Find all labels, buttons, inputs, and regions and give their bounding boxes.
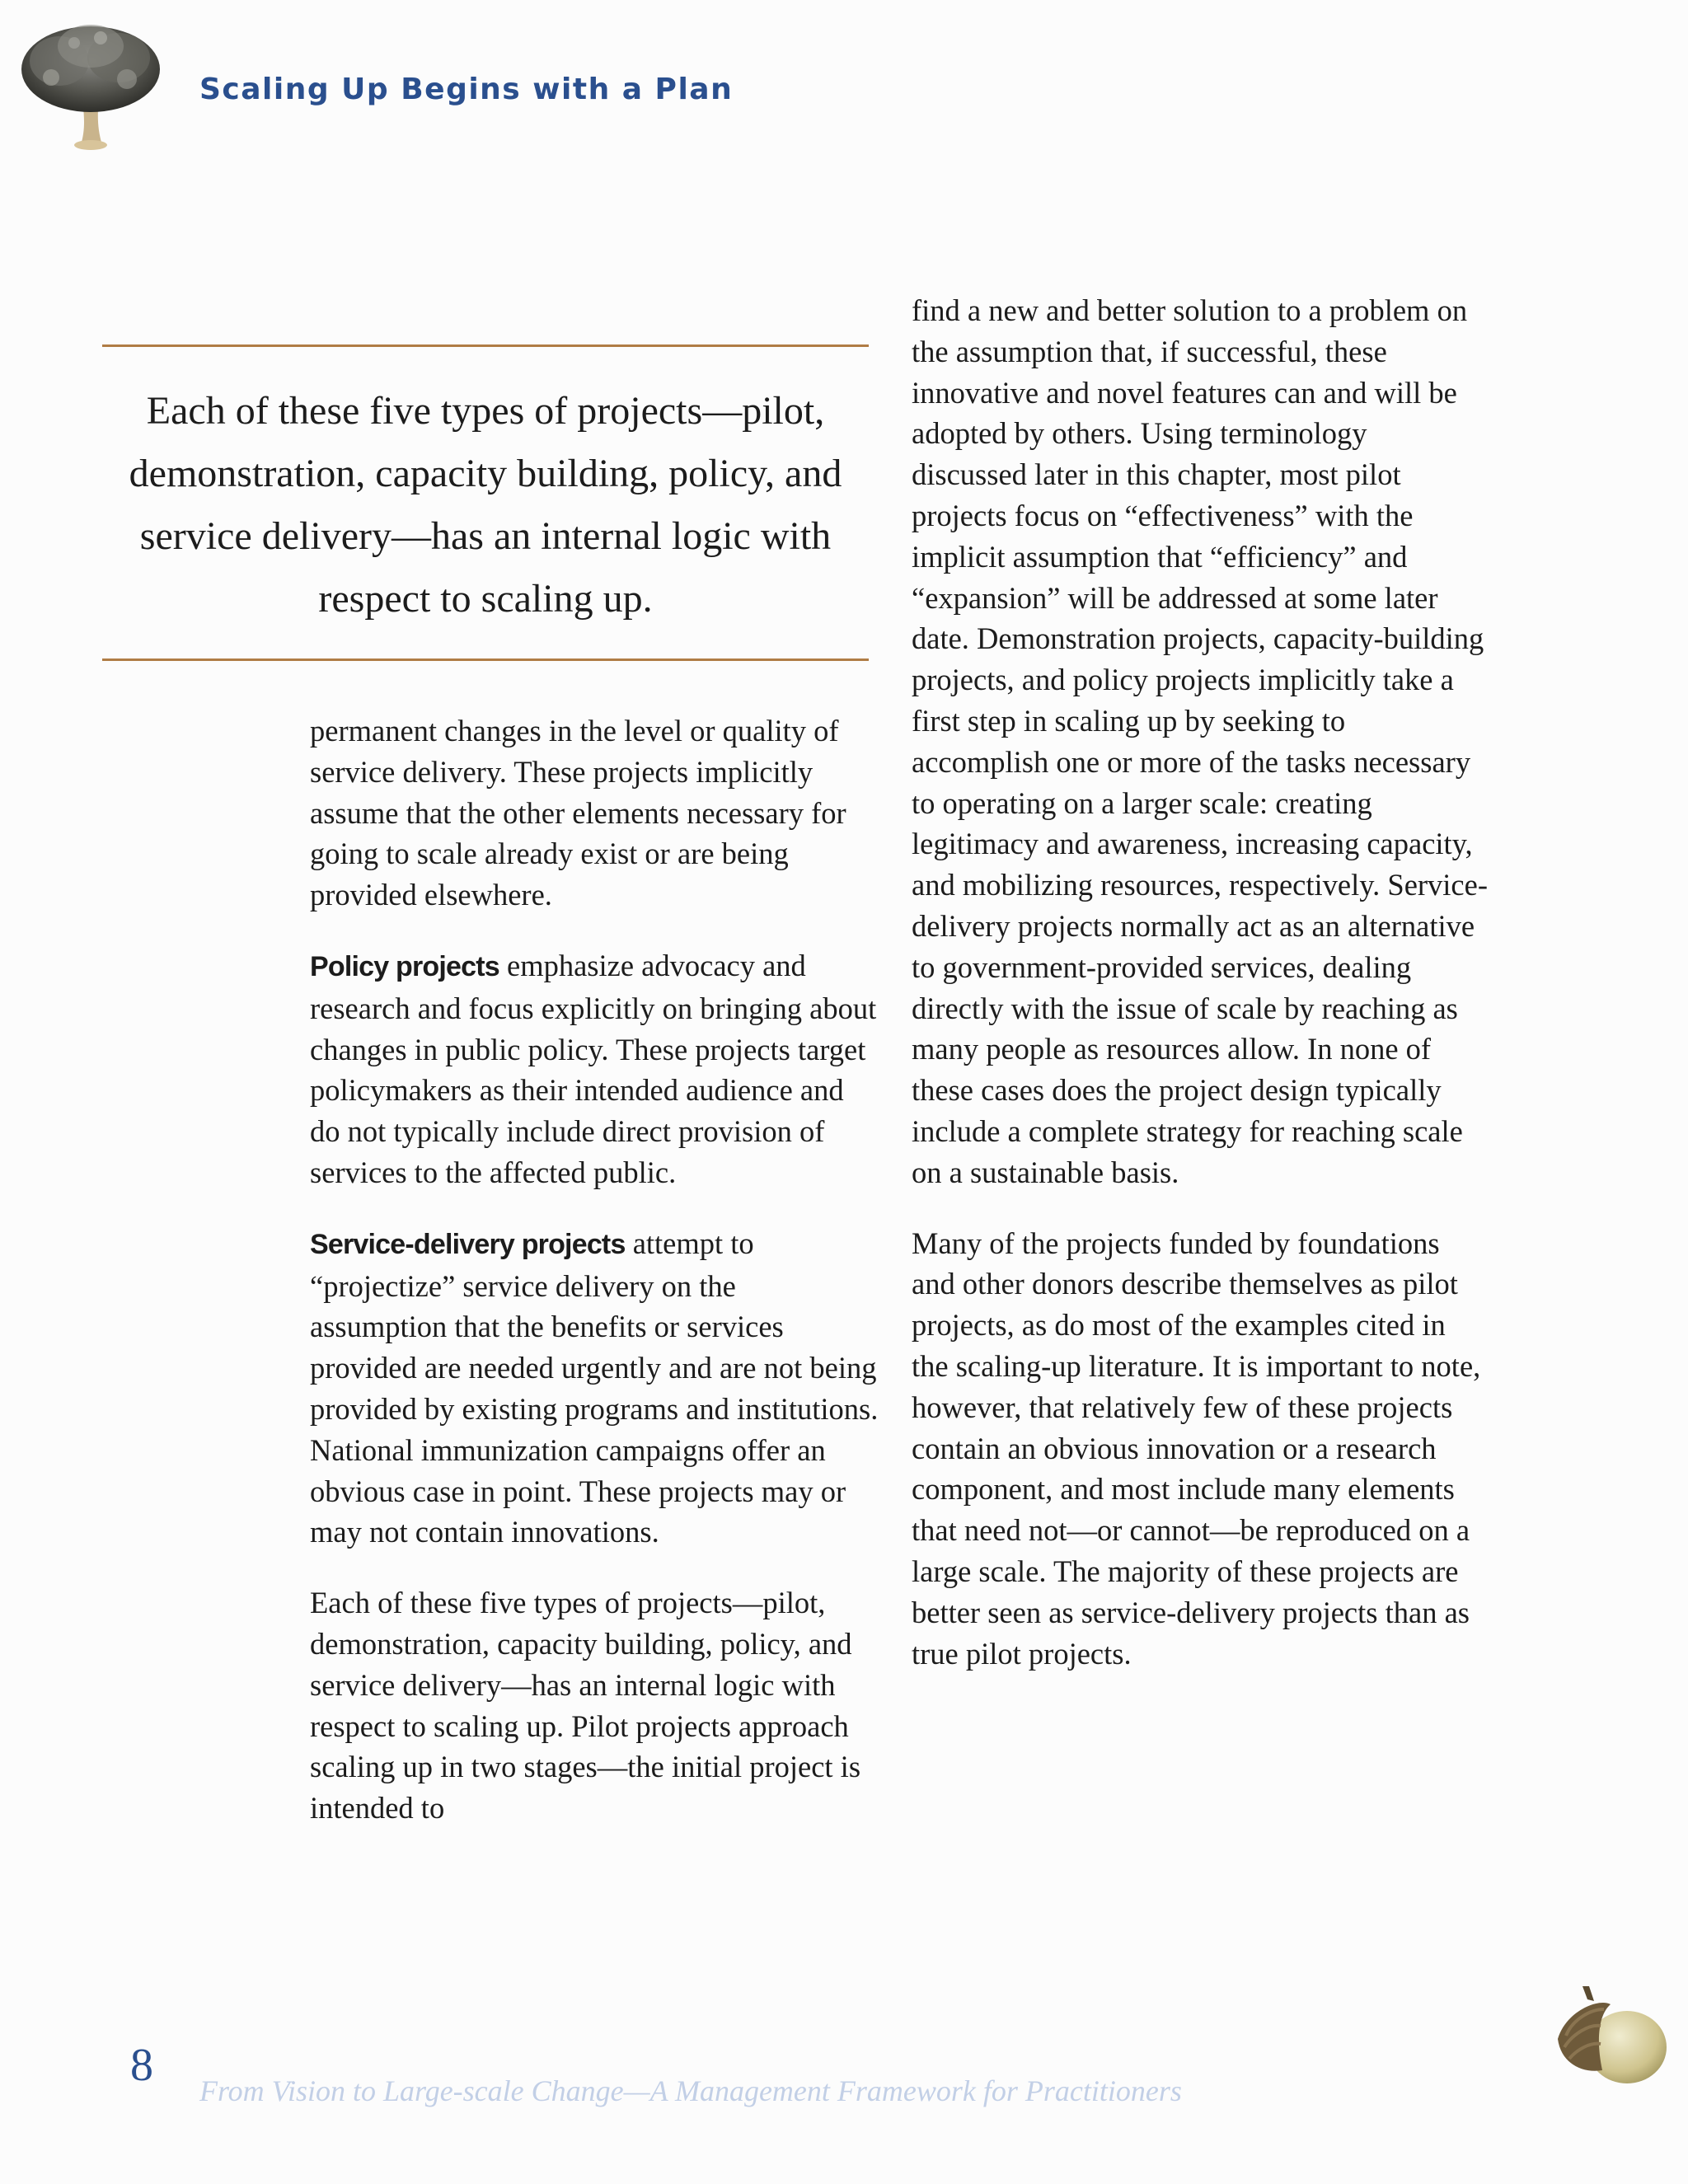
- paragraph: permanent changes in the level or quality of service delivery. These projects implicitly assume that the other elements necessary for going to scale already exist or are being provided elsewhere.: [310, 714, 846, 912]
- left-column: [310, 710, 879, 1858]
- run-in-heading: Policy projects: [310, 950, 499, 982]
- paragraph: Each of these five types of projects—pilot, demonstration, capacity building, policy, and service delivery—has an internal logic with respect to scaling up. Pilot projects approach scaling up in two stages—the initial project is intended to: [310, 1586, 861, 1825]
- paragraph: [310, 1223, 879, 1553]
- oak-tree-icon: [18, 13, 163, 155]
- paragraph: Many of the projects funded by foundations and other donors describe themselves as pilot projects, as do most of the examples cited in the scaling-up literature. It is important to note, however, that relatively few of these projects contain an obvious innovation or a research component, and most include many elements that need not—or cannot—be reproduced on a large scale. The majority of these projects are better seen as service-delivery projects than as true pilot projects.: [912, 1226, 1481, 1671]
- footer-book-title: From Vision to Large-scale Change—A Management Framework for Practitioners: [199, 2074, 1182, 2107]
- right-column: [912, 290, 1489, 1704]
- paragraph-text: emphasize advocacy and research and focus explicitly on bringing about changes in public policy. These projects target policymakers as their intended audience and do not typically include direct provision of services to the affected public.: [310, 948, 877, 1189]
- paragraph: find a new and better solution to a problem on the assumption that, if successful, these innovative and novel features can and will be adopted by others. Using terminology discussed later in this chapter, most pilot projects focus on “effectiveness” with the implicit assumption that “efficiency” and “expansion” will be addressed at some later date. Demonstration projects, capacity-building projects, and policy projects implicitly take a first step in scaling up by seeking to accomplish one or more of the tasks necessary to operating on a larger scale: creating legitimacy and awareness, increasing capacity, and mobilizing resources, respectively. Service-delivery projects normally act as an alternative to government-provided services, dealing directly with the issue of scale by reaching as many people as resources allow. In none of these cases does the project design typically include a complete strategy for reaching scale on a sustainable basis.: [912, 293, 1488, 1189]
- pull-quote-text: Each of these five types of projects—pilot, demonstration, capacity building, policy, and service delivery—has an internal logic with respect to scaling up.: [129, 389, 842, 621]
- run-in-heading: Service-delivery projects: [310, 1228, 626, 1260]
- page-number: 8: [130, 2040, 153, 2091]
- acorn-icon: [1541, 1981, 1670, 2093]
- paragraph-text: attempt to “projectize” service delivery on the assumption that the benefits or services provided are needed urgently and are not being provided by existing programs and institutions. National immunization campaigns offer an obvious case in point. These projects may or may not contain innovations.: [310, 1226, 879, 1549]
- paragraph: [310, 945, 879, 1193]
- running-header-title: Scaling Up Begins with a Plan: [199, 73, 734, 106]
- pull-quote: [102, 344, 869, 661]
